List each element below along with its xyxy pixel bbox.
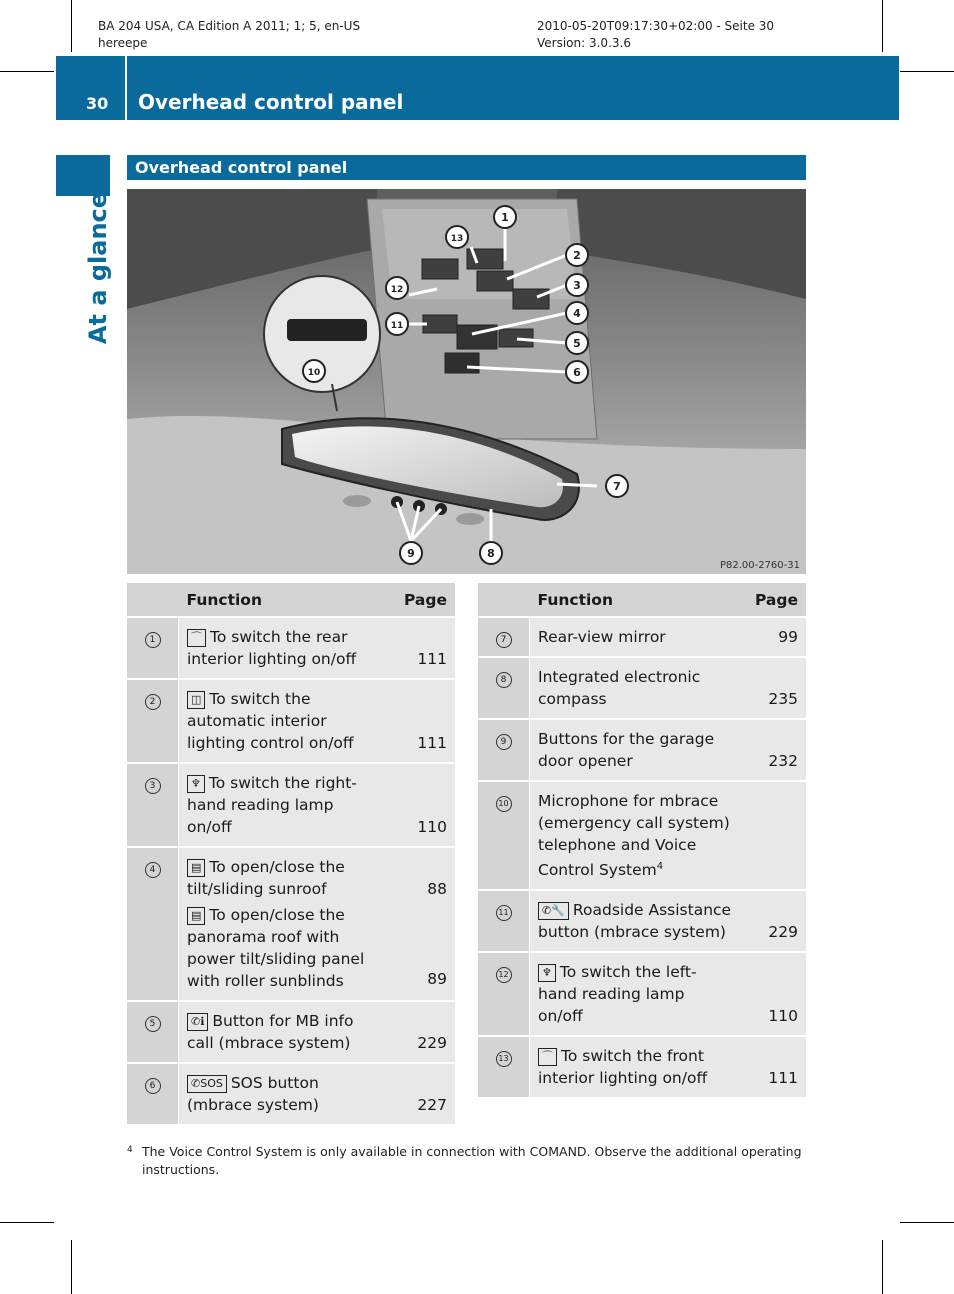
table-row xyxy=(127,763,455,847)
table-row xyxy=(478,617,806,657)
function-text: To switch the rear interior lighting on/off xyxy=(187,628,357,668)
side-tab xyxy=(56,155,110,196)
function-text: Rear-view mirror xyxy=(530,617,739,657)
info-call-icon: ✆ℹ xyxy=(187,1013,208,1031)
front-light-icon: ⌒ xyxy=(538,1048,557,1066)
print-meta-right xyxy=(537,18,774,52)
function-text: Microphone for mbrace (emergency call system) telephone and Voice Control System xyxy=(538,792,730,880)
row-number: 3 xyxy=(127,763,179,847)
function-text: Integrated electronic compass xyxy=(530,657,739,719)
function-text: SOS button (mbrace system) xyxy=(187,1074,319,1114)
footnote xyxy=(127,1143,817,1179)
crop-mark xyxy=(882,0,883,52)
crop-mark xyxy=(882,1240,883,1294)
callout-label-10: 10 xyxy=(307,368,321,378)
header-page: Page xyxy=(387,583,455,617)
row-number: 2 xyxy=(127,679,179,763)
table-row xyxy=(478,1036,806,1097)
page-ref: 235 xyxy=(738,657,806,719)
rear-light-icon: ⌒ xyxy=(187,629,206,647)
callout-label-2: 2 xyxy=(573,249,581,262)
table-row xyxy=(478,952,806,1036)
footnote-ref: 4 xyxy=(656,861,664,872)
callout-label-1: 1 xyxy=(501,211,509,224)
table-row xyxy=(127,679,455,763)
header-num-cell xyxy=(127,583,179,617)
function-text: To switch the front interior lighting on/off xyxy=(538,1047,708,1088)
crop-mark xyxy=(900,71,954,72)
page-ref: 111 xyxy=(387,617,455,679)
callout-label-4: 4 xyxy=(573,307,581,320)
page-ref: 229 xyxy=(738,890,806,952)
page-ref: 89 xyxy=(427,970,447,988)
callout-label-12: 12 xyxy=(390,285,404,295)
row-number: 8 xyxy=(478,657,530,719)
function-text: To switch the left-hand reading lamp on/off xyxy=(538,963,697,1026)
overhead-panel-figure xyxy=(127,189,806,574)
table-row xyxy=(478,719,806,781)
page-ref xyxy=(738,781,806,890)
chapter-label: At a glance xyxy=(84,191,112,345)
footnote-text: The Voice Control System is only available in connection with COMAND. Observe the additional operating instructions. xyxy=(142,1144,802,1177)
page-ref: 111 xyxy=(387,679,455,763)
row-number: 12 xyxy=(478,952,530,1036)
table-row xyxy=(127,847,455,1001)
table-row xyxy=(478,890,806,952)
table-row xyxy=(127,1001,455,1063)
callout-label-11: 11 xyxy=(390,321,404,331)
function-text: To switch the automatic interior lighting control on/off xyxy=(187,690,354,752)
callout-label-6: 6 xyxy=(573,366,581,379)
header-divider xyxy=(125,56,127,120)
crop-mark xyxy=(71,1240,72,1294)
table-header xyxy=(127,583,455,617)
callout-label-13: 13 xyxy=(450,234,464,244)
page-header xyxy=(56,56,899,120)
row-number: 10 xyxy=(478,781,530,890)
function-text: Roadside Assistance button (mbrace system) xyxy=(538,901,732,942)
function-text: Button for MB info call (mbrace system) xyxy=(187,1012,354,1052)
function-table-right xyxy=(478,583,806,1097)
row-number: 9 xyxy=(478,719,530,781)
print-meta-left xyxy=(98,18,360,52)
overhead-panel-illustration xyxy=(127,189,806,574)
row-number: 7 xyxy=(478,617,530,657)
function-text: Buttons for the garage door opener xyxy=(530,719,739,781)
callout-label-9: 9 xyxy=(407,547,415,560)
callout-label-3: 3 xyxy=(573,279,581,292)
footnote-mark: 4 xyxy=(127,1145,133,1155)
table-row xyxy=(127,1063,455,1124)
header-page: Page xyxy=(738,583,806,617)
page-number: 30 xyxy=(86,94,109,113)
section-title: Overhead control panel xyxy=(135,158,348,177)
reading-lamp-icon: ♆ xyxy=(538,964,556,982)
table-header xyxy=(478,583,806,617)
table-row xyxy=(478,781,806,890)
callout-label-7: 7 xyxy=(613,480,621,493)
page-ref: 88 xyxy=(427,880,447,898)
reading-lamp-icon: ♆ xyxy=(187,775,205,793)
header-num-cell xyxy=(478,583,530,617)
page-ref: 110 xyxy=(387,763,455,847)
row-number: 5 xyxy=(127,1001,179,1063)
callout-label-5: 5 xyxy=(573,337,581,350)
crop-mark xyxy=(71,0,72,52)
table-row xyxy=(127,617,455,679)
function-table-left xyxy=(127,583,455,1124)
crop-mark xyxy=(900,1222,954,1223)
figure-code: P82.00-2760-31 xyxy=(719,560,800,571)
sunroof-icon: ▤ xyxy=(187,859,205,877)
crop-mark xyxy=(0,1222,54,1223)
sos-icon: ✆SOS xyxy=(187,1075,227,1093)
meta-left-line2: hereepe xyxy=(98,36,148,50)
meta-right-line2: Version: 3.0.3.6 xyxy=(537,36,631,50)
function-text: To open/close the tilt/sliding sunroof xyxy=(187,858,345,898)
row-number: 6 xyxy=(127,1063,179,1124)
function-text: To open/close the panorama roof with power tilt/sliding panel with roller sunblinds xyxy=(187,906,365,990)
page-ref: 99 xyxy=(738,617,806,657)
row-number: 11 xyxy=(478,890,530,952)
section-heading xyxy=(127,155,806,180)
header-function: Function xyxy=(530,583,739,617)
callout-label-8: 8 xyxy=(487,547,495,560)
page-ref: 110 xyxy=(738,952,806,1036)
crop-mark xyxy=(0,71,54,72)
row-number: 4 xyxy=(127,847,179,1001)
row-number: 13 xyxy=(478,1036,530,1097)
page-ref: 229 xyxy=(387,1001,455,1063)
page-title: Overhead control panel xyxy=(138,90,404,114)
page-ref: 227 xyxy=(387,1063,455,1124)
meta-left-line1: BA 204 USA, CA Edition A 2011; 1; 5, en-US xyxy=(98,19,361,33)
header-function: Function xyxy=(179,583,388,617)
panorama-roof-icon: ▤ xyxy=(187,907,205,925)
table-row xyxy=(478,657,806,719)
page-ref: 111 xyxy=(738,1036,806,1097)
function-text: To switch the right-hand reading lamp on/off xyxy=(187,774,357,836)
page-ref: 232 xyxy=(738,719,806,781)
roadside-assistance-icon: ✆🔧 xyxy=(538,902,569,920)
row-number: 1 xyxy=(127,617,179,679)
auto-light-icon: ◫ xyxy=(187,691,205,709)
meta-right-line1: 2010-05-20T09:17:30+02:00 - Seite 30 xyxy=(537,19,775,33)
